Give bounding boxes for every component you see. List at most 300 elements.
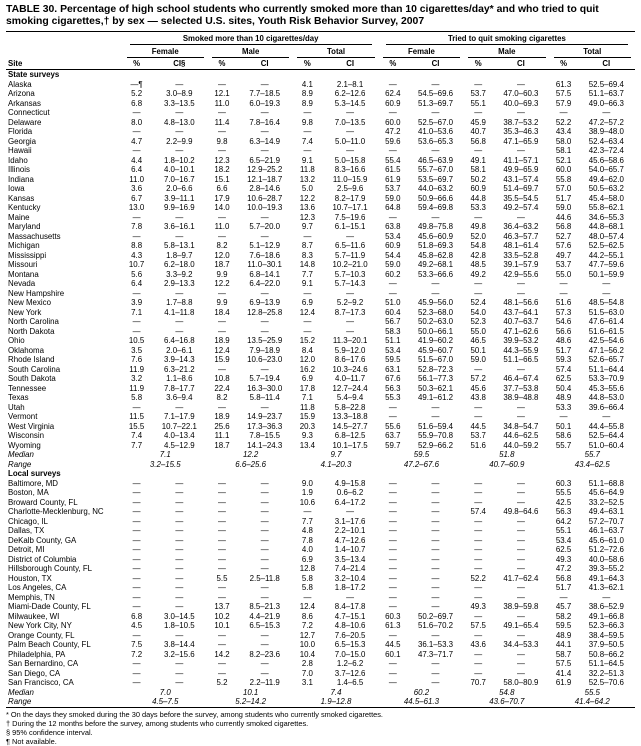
summary-value: 47.2–67.6 xyxy=(403,459,439,469)
ci-value: 1.8–10.2 xyxy=(163,155,195,165)
site-name: Idaho xyxy=(8,155,28,165)
table-row xyxy=(6,165,635,175)
table-row xyxy=(6,336,635,346)
percent-value: — xyxy=(132,668,141,678)
percent-value: — xyxy=(132,554,141,564)
percent-value: 5.8 xyxy=(301,573,313,583)
percent-value: 45.7 xyxy=(555,602,572,611)
ci-value: 34.6–55.3 xyxy=(588,212,624,222)
ci-value: 50.1–59.9 xyxy=(588,269,624,279)
percent-value: 5.2 xyxy=(216,678,228,687)
ci-value: — xyxy=(175,402,184,412)
ci-value: 7.0–15.0 xyxy=(334,649,366,659)
ci-value: 8.2–17.9 xyxy=(334,193,366,203)
ci-value: 51.6–59.4 xyxy=(417,421,454,431)
percent-value: 60.0 xyxy=(555,165,572,174)
percent-value: 49.8 xyxy=(470,222,486,231)
ci-value: 7.0–13.5 xyxy=(334,117,366,127)
ci-value: — xyxy=(516,212,525,222)
percent-value: 44.8 xyxy=(470,193,486,203)
site-name: South Dakota xyxy=(8,374,56,383)
percent-value: 13.4 xyxy=(299,440,316,450)
ci-value: 1.8–17.2 xyxy=(334,583,366,592)
percent-value: 9.8 xyxy=(301,117,313,127)
table-row xyxy=(6,659,635,669)
sex-header-male-smoked xyxy=(208,45,293,58)
ci-value: — xyxy=(175,545,184,554)
site-name: Delaware xyxy=(8,117,42,127)
ci-value: — xyxy=(431,678,440,687)
ci-value: 41.9–60.2 xyxy=(417,336,454,345)
percent-value: — xyxy=(218,554,226,564)
ci-value: 33.2–52.5 xyxy=(588,497,624,507)
site-name: Ohio xyxy=(8,336,25,345)
percent-value: — xyxy=(218,231,226,241)
table-row xyxy=(6,602,635,612)
ci-value: 7.8–15.5 xyxy=(249,431,281,440)
ci-value: 45.9–60.7 xyxy=(417,345,454,355)
ci-value: 6.4–17.2 xyxy=(334,497,366,507)
column-header-percent: % xyxy=(379,58,407,70)
section-label: State surveys xyxy=(8,70,60,79)
footnote-quit: † During the 12 months before the survey, among students who currently smoked cigarettes. xyxy=(6,718,309,728)
ci-value: 38.9–59.8 xyxy=(503,602,539,611)
percent-value: 9.1 xyxy=(301,155,313,165)
table-row xyxy=(6,393,635,403)
ci-value: — xyxy=(175,317,184,326)
percent-value: — xyxy=(474,630,483,640)
ci-value: — xyxy=(431,288,440,298)
percent-value: 61.5 xyxy=(385,165,401,174)
ci-value: — xyxy=(602,288,611,298)
ci-value: 4.4–21.9 xyxy=(249,611,281,621)
ci-value: 40.7–63.7 xyxy=(503,317,539,326)
ci-value: 51.6–61.5 xyxy=(588,326,624,336)
percent-value: 58.7 xyxy=(555,649,572,659)
ci-value: 5.0–15.8 xyxy=(334,155,366,165)
percent-value: — xyxy=(303,108,312,117)
ci-value: 52.5–64.4 xyxy=(588,431,624,440)
ci-value: — xyxy=(260,592,269,602)
percent-value: 43.6 xyxy=(470,640,486,649)
percent-value: 48.9 xyxy=(555,393,572,402)
summary-value: 43.4–62.5 xyxy=(574,459,610,469)
ci-value: — xyxy=(431,497,440,507)
percent-value: 44.6 xyxy=(555,212,572,222)
ci-value: 45.9–56.0 xyxy=(417,298,454,307)
ci-value: — xyxy=(516,649,525,659)
percent-value: 52.1 xyxy=(555,155,572,165)
percent-value: — xyxy=(388,412,397,421)
ci-value: 7.7–18.5 xyxy=(249,89,281,98)
ci-value: 52.9–66.2 xyxy=(417,440,454,450)
ci-value: 49.1–65.4 xyxy=(503,621,539,630)
percent-value: — xyxy=(388,108,397,117)
ci-value: — xyxy=(431,573,440,583)
header-spacer xyxy=(6,32,123,46)
percent-value: — xyxy=(559,592,568,602)
ci-value: 5.7–14.3 xyxy=(334,279,366,288)
summary-value: 4.1–20.3 xyxy=(320,459,352,469)
site-name: San Bernardino, CA xyxy=(8,659,79,668)
site-name: New Mexico xyxy=(8,298,51,307)
ci-value: 17.3–36.3 xyxy=(247,421,283,431)
site-name: Miami-Dade County, FL xyxy=(8,602,91,611)
sex-header-female-quit xyxy=(379,45,464,58)
ci-value: 51.4–69.7 xyxy=(503,184,539,193)
ci-value: 2.1–8.1 xyxy=(336,79,364,89)
column-header-ci: CI xyxy=(407,58,464,70)
percent-value: 11.8 xyxy=(300,402,315,412)
percent-value: 64.8 xyxy=(385,203,401,212)
sex-label: Female xyxy=(383,46,460,58)
percent-value: — xyxy=(132,545,141,554)
ci-value: 53.3–66.6 xyxy=(417,269,454,279)
ci-value: 8.7–17.3 xyxy=(334,307,366,317)
table-row xyxy=(6,270,635,280)
percent-value: — xyxy=(218,288,226,298)
ci-value: — xyxy=(175,554,184,564)
ci-value: 49.1–61.2 xyxy=(417,393,454,402)
ci-value: 46.3–57.7 xyxy=(503,231,539,241)
summary-value: 12.2 xyxy=(242,450,259,459)
ci-value: 4.0–11.7 xyxy=(335,374,366,383)
summary-value: 59.5 xyxy=(413,450,430,459)
percent-value: 22.4 xyxy=(214,383,230,393)
percent-value: — xyxy=(388,583,397,592)
table-row xyxy=(6,374,635,384)
percent-value: 8.9 xyxy=(301,89,313,98)
ci-value: 5.4–9.4 xyxy=(336,393,364,402)
percent-value: 47.2 xyxy=(555,564,572,573)
percent-value: 51.7 xyxy=(555,193,572,203)
percent-value: 11.8 xyxy=(300,165,315,174)
group-header-quit xyxy=(379,32,635,46)
percent-value: — xyxy=(388,668,397,678)
percent-value: 15.2 xyxy=(299,336,316,345)
ci-value: — xyxy=(431,478,440,488)
percent-value: 7.2 xyxy=(301,621,313,630)
percent-value: 55.1 xyxy=(555,526,572,535)
site-name: Indiana xyxy=(8,174,34,184)
percent-value: 55.0 xyxy=(555,269,572,279)
ci-value: 49.1–64.3 xyxy=(588,573,624,583)
percent-value: 51.6 xyxy=(555,298,572,307)
ci-value: — xyxy=(516,146,525,155)
site-name: DeKalb County, GA xyxy=(8,535,77,545)
percent-value: 49.2 xyxy=(470,269,486,279)
ci-value: 2.5–11.8 xyxy=(249,573,280,583)
ci-value: — xyxy=(175,564,184,573)
site-name: Palm Beach County, FL xyxy=(8,640,91,649)
percent-value: 63.7 xyxy=(385,431,401,440)
percent-value: 13.2 xyxy=(299,174,316,184)
percent-value: — xyxy=(218,640,226,649)
site-name: Iowa xyxy=(8,184,25,193)
percent-value: — xyxy=(218,108,226,117)
percent-value: — xyxy=(474,79,483,89)
percent-value: 57.5 xyxy=(555,659,572,668)
table-row xyxy=(6,308,635,318)
ci-value: 3.3–9.2 xyxy=(166,269,193,279)
ci-value: 1.1–8.6 xyxy=(166,374,193,383)
ci-value: 6.1–15.1 xyxy=(334,222,366,231)
ci-value: 34.4–53.3 xyxy=(503,640,539,649)
summary-value: 4.5–7.5 xyxy=(152,697,179,706)
column-header-percent: % xyxy=(464,58,492,70)
ci-value: 6.8–14.1 xyxy=(249,269,281,279)
ci-value: 37.7–53.8 xyxy=(503,383,539,393)
percent-value: — xyxy=(474,279,483,288)
ci-value: — xyxy=(431,535,440,545)
percent-value: 59.5 xyxy=(385,355,401,364)
percent-value: 44.1 xyxy=(555,640,572,649)
ci-value: 49.2–57.4 xyxy=(503,203,539,212)
percent-value: 5.8 xyxy=(301,583,313,592)
percent-value: — xyxy=(132,535,141,545)
ci-value: 10.6–23.0 xyxy=(247,355,283,364)
percent-value: — xyxy=(474,402,483,412)
percent-value: 62.5 xyxy=(555,374,572,383)
ci-value: 4.8–10.6 xyxy=(334,621,366,630)
percent-value: — xyxy=(132,146,141,155)
site-name: South Carolina xyxy=(8,364,61,374)
ci-value: 45.6–58.6 xyxy=(588,155,624,165)
site-name: Baltimore, MD xyxy=(8,478,58,488)
summary-value: 10.1 xyxy=(242,687,259,697)
percent-value: 50.4 xyxy=(555,383,572,393)
ci-value: 2.2–10.1 xyxy=(334,526,366,535)
site-name: New Hampshire xyxy=(8,288,65,298)
ci-value: — xyxy=(431,108,440,117)
ci-value: — xyxy=(260,507,269,516)
percent-value: 7.7 xyxy=(301,269,313,279)
site-name: Wyoming xyxy=(8,440,41,450)
summary-value: 54.8 xyxy=(499,687,515,697)
percent-value: — xyxy=(388,478,397,488)
ci-value: 3.3–13.5 xyxy=(163,98,195,108)
ci-value: — xyxy=(431,592,440,602)
ci-value: — xyxy=(516,364,525,374)
percent-value: 60.1 xyxy=(385,649,401,659)
ci-value: 36.1–53.3 xyxy=(417,640,454,649)
percent-value: 7.5 xyxy=(131,640,143,649)
percent-value: 49.3 xyxy=(555,554,572,564)
percent-value: — xyxy=(132,659,141,668)
table-row xyxy=(6,640,635,650)
ci-value: — xyxy=(346,288,355,298)
percent-value: 18.9 xyxy=(214,336,230,345)
ci-value: 5.8–22.8 xyxy=(334,402,366,412)
percent-value: — xyxy=(132,507,141,516)
percent-value: 12.3 xyxy=(299,212,316,222)
percent-value: 11.0 xyxy=(214,222,230,231)
ci-value: — xyxy=(260,79,269,89)
group-header-smoked-label: Smoked more than 10 cigarettes/day xyxy=(130,33,372,45)
ci-value: 48.1–61.4 xyxy=(503,241,539,250)
percent-value: — xyxy=(388,507,397,516)
ci-value: 50.0–66.1 xyxy=(417,326,454,336)
ci-value: 14.9–23.7 xyxy=(247,412,283,421)
percent-value: 6.9 xyxy=(301,374,313,383)
ci-value: 51.1–64.4 xyxy=(588,364,624,374)
ci-value: 8.5–21.3 xyxy=(249,602,281,611)
ci-value: — xyxy=(175,326,184,336)
site-name: Philadelphia, PA xyxy=(8,649,66,659)
ci-value: 6.2–18.0 xyxy=(163,260,195,269)
percent-value: — xyxy=(388,564,397,573)
sex-label: Total xyxy=(297,46,374,58)
percent-value: 43.4 xyxy=(555,127,572,136)
ci-value: 7.1–17.9 xyxy=(163,412,195,421)
site-name: San Diego, CA xyxy=(8,668,61,678)
table-row xyxy=(6,479,635,489)
ci-value: 59.4–69.8 xyxy=(417,203,454,212)
percent-value: 8.8 xyxy=(131,241,143,250)
percent-value: 62.5 xyxy=(555,545,572,554)
table-header xyxy=(6,32,635,70)
percent-value: — xyxy=(303,592,312,602)
table-row xyxy=(6,127,635,137)
ci-value: 52.5–69.4 xyxy=(588,79,624,89)
ci-value: 5.1–12.9 xyxy=(249,241,281,250)
ci-value: — xyxy=(175,659,184,668)
site-name: District of Columbia xyxy=(8,554,77,564)
ci-value: 44.2–55.1 xyxy=(588,250,624,260)
ci-value: — xyxy=(346,507,355,516)
ci-value: — xyxy=(516,402,525,412)
percent-value: 3.2 xyxy=(131,374,143,383)
percent-value: — xyxy=(132,564,141,573)
percent-value: 16.2 xyxy=(299,364,316,374)
ci-value: 51.6–70.2 xyxy=(417,621,454,630)
percent-value: 51.7 xyxy=(555,583,572,592)
sex-header-total-quit xyxy=(550,45,635,58)
ci-value: 6.5–21.9 xyxy=(249,155,281,165)
table-row xyxy=(6,346,635,356)
ci-value: 5.3–14.5 xyxy=(334,98,366,108)
ci-value: 50.5–63.2 xyxy=(588,184,624,193)
percent-value: 49.7 xyxy=(555,250,572,260)
ci-value: 41.3–62.1 xyxy=(588,583,624,592)
ci-value: 49.2–68.1 xyxy=(417,260,454,269)
percent-value: 56.8 xyxy=(470,136,486,146)
percent-value: 9.7 xyxy=(301,222,313,231)
percent-value: 15.1 xyxy=(214,174,230,184)
ci-value: — xyxy=(431,668,440,678)
ci-value: — xyxy=(260,668,269,678)
percent-value: 9.9 xyxy=(216,269,228,279)
ci-value: — xyxy=(260,402,269,412)
footnote-smoked: * On the days they smoked during the 30 days before the survey, among students who currently smoked cigarettes. xyxy=(6,709,383,719)
percent-value: 3.1 xyxy=(301,678,313,687)
ci-value: — xyxy=(260,288,269,298)
percent-value: 52.2 xyxy=(470,573,486,583)
table-row xyxy=(6,137,635,147)
percent-value: 10.2 xyxy=(214,611,230,621)
percent-value: 53.7 xyxy=(470,89,486,98)
ci-value: — xyxy=(175,488,184,497)
percent-value: 25.6 xyxy=(214,421,230,431)
percent-value: — xyxy=(474,592,483,602)
ci-value: 2.0–6.6 xyxy=(166,184,193,193)
ci-value: 48.0–57.4 xyxy=(588,231,624,241)
percent-value: — xyxy=(388,554,397,564)
percent-value: — xyxy=(474,649,483,659)
table-row xyxy=(6,564,635,574)
column-header-ci: CI§ xyxy=(151,58,208,70)
site-name: Median xyxy=(8,450,34,459)
ci-value: — xyxy=(431,583,440,592)
percent-value: — xyxy=(132,231,141,241)
percent-value: — xyxy=(474,583,483,592)
site-name: Maine xyxy=(8,212,30,222)
percent-value: — xyxy=(474,659,483,668)
ci-value: 47.3–71.7 xyxy=(417,649,454,659)
percent-value: — xyxy=(218,545,226,554)
percent-value: — xyxy=(474,516,483,526)
table-row xyxy=(6,669,635,679)
ci-value: — xyxy=(260,545,269,554)
ci-value: 45.6–60.9 xyxy=(417,231,454,241)
ci-value: 10.1–17.5 xyxy=(332,440,368,450)
summary-value: 1.9–12.8 xyxy=(320,697,352,706)
table-row xyxy=(6,526,635,536)
percent-value: 7.6 xyxy=(131,355,143,364)
percent-value: 9.9 xyxy=(216,298,228,307)
table-body xyxy=(6,70,635,708)
percent-value: 12.8 xyxy=(299,564,316,573)
percent-value: 10.8 xyxy=(214,374,230,383)
ci-value: 8.3–16.6 xyxy=(334,165,366,174)
percent-value: 12.2 xyxy=(299,193,316,203)
percent-value: — xyxy=(388,678,397,687)
ci-value: 12.1–18.7 xyxy=(247,174,283,184)
percent-value: 58.2 xyxy=(555,611,572,621)
percent-value: — xyxy=(132,288,141,298)
site-name: Detroit, MI xyxy=(8,545,45,554)
percent-value: 15.9 xyxy=(214,355,230,364)
summary-value: 9.7 xyxy=(330,450,342,459)
percent-value: 50.2 xyxy=(470,174,486,184)
ci-value: — xyxy=(260,583,269,592)
ci-value: 49.4–63.1 xyxy=(588,507,624,516)
footnotes xyxy=(6,710,635,746)
ci-value: 14.1–24.3 xyxy=(247,440,283,450)
percent-value: 57.6 xyxy=(555,241,572,250)
percent-value: 13.0 xyxy=(128,203,145,212)
percent-value: 8.4 xyxy=(301,345,313,355)
table-row xyxy=(6,99,635,109)
percent-value: 53.4 xyxy=(385,231,401,241)
percent-value: 18.4 xyxy=(214,307,230,317)
summary-row xyxy=(6,688,635,698)
ci-value: — xyxy=(175,583,184,592)
percent-value: 3.9 xyxy=(131,298,143,307)
percent-value: — xyxy=(218,507,226,516)
percent-value: 6.9 xyxy=(301,554,313,564)
summary-value: 51.8 xyxy=(499,450,515,459)
ci-value: 44.3–55.9 xyxy=(503,345,539,355)
ci-value: — xyxy=(260,317,269,326)
site-name: Arizona xyxy=(8,89,35,98)
table-row xyxy=(6,241,635,251)
ci-value: 10.6–28.7 xyxy=(247,193,283,203)
ci-value: 10.3–24.6 xyxy=(332,364,368,374)
ci-value: 38.9–48.0 xyxy=(588,127,624,136)
ci-value: 6.4–16.8 xyxy=(163,336,195,345)
percent-value: 6.8 xyxy=(131,98,143,108)
